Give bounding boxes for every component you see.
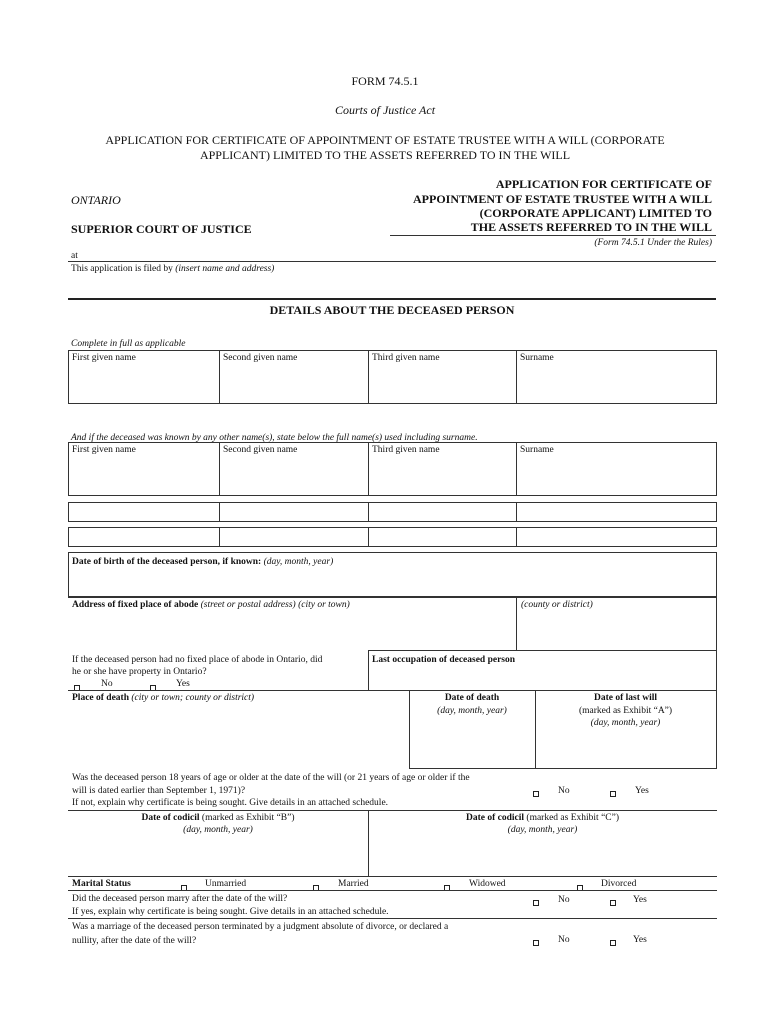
surname-label: Surname (520, 353, 554, 363)
birth-date-label: Date of birth of the deceased person, if known: (day, month, year) (72, 557, 334, 567)
col-divider (516, 502, 517, 522)
death-date-label: Date of death (444, 693, 500, 703)
court-name: SUPERIOR COURT OF JUSTICE (71, 222, 252, 236)
filed-by-label: This application is filed by (insert name and address) (71, 264, 275, 274)
county-label: (county or district) (521, 600, 593, 610)
death-bottom-rule (409, 768, 717, 769)
marry-question-line1: Did the deceased person marry after the date of the will? (72, 894, 288, 904)
codicil-c-hint: (day, month, year) (507, 825, 578, 835)
married-label: Married (338, 879, 369, 889)
divorce-no-label: No (558, 935, 570, 945)
extra-name-row[interactable] (68, 527, 717, 547)
divorce-question-line1: Was a marriage of the deceased person terminated by a judgment absolute of divorce, or declared a (72, 922, 449, 932)
last-will-exhibit: (marked as Exhibit “A”) (578, 706, 673, 716)
col-divider (219, 502, 220, 522)
section-rule (68, 298, 716, 300)
right-title-line3: (CORPORATE APPLICANT) LIMITED TO (479, 206, 712, 220)
col-divider (368, 527, 369, 547)
abode-top-rule (68, 597, 717, 598)
occupation-top-rule (368, 650, 717, 651)
death-right-rule (716, 690, 717, 769)
abode-right-rule (716, 597, 717, 651)
col-divider (368, 350, 369, 404)
form-title-line1: APPLICATION FOR CERTIFICATE OF APPOINTMENT OF ESTATE TRUSTEE WITH A WILL (CORPORATE (105, 133, 665, 147)
occupation-right-rule (716, 650, 717, 691)
no-abode-no-label: No (101, 679, 113, 689)
section-title: DETAILS ABOUT THE DECEASED PERSON (269, 303, 515, 317)
right-title-rule (390, 235, 716, 236)
widowed-label: Widowed (469, 879, 506, 889)
divorced-label: Divorced (601, 879, 637, 889)
codicil-b-label: Date of codicil (marked as Exhibit “B”) (141, 813, 295, 823)
no-abode-question-line2: he or she have property in Ontario? (72, 667, 207, 677)
age-question-line2: will is dated earlier than September 1, 1971)? (72, 786, 246, 796)
marry-question-line2: If yes, explain why certificate is being sought. Give details in an attached schedule. (72, 907, 389, 917)
col-divider (219, 442, 220, 496)
other-third-given-name-label: Third given name (372, 445, 440, 455)
death-date-hint: (day, month, year) (437, 706, 507, 716)
unmarried-label: Unmarried (205, 879, 247, 889)
col-divider (219, 527, 220, 547)
first-given-name-label: First given name (72, 353, 136, 363)
other-names-instruction: And if the deceased was known by any other name(s), state below the full name(s) used including surname. (71, 433, 478, 443)
other-surname-label: Surname (520, 445, 554, 455)
marry-yes-label: Yes (633, 895, 647, 905)
age-question-line3: If not, explain why certificate is being sought. Give details in an attached schedule. (72, 798, 389, 808)
at-field-line[interactable] (68, 261, 716, 262)
marry-yes-checkbox[interactable] (610, 900, 616, 906)
marry-no-checkbox[interactable] (533, 900, 539, 906)
province: ONTARIO (71, 193, 121, 207)
divorce-yes-checkbox[interactable] (610, 940, 616, 946)
age-no-checkbox[interactable] (533, 791, 539, 797)
third-given-name-label: Third given name (372, 353, 440, 363)
right-title-line1: APPLICATION FOR CERTIFICATE OF (495, 177, 712, 191)
right-title-line4: THE ASSETS REFERRED TO IN THE WILL (470, 220, 712, 234)
abode-label: Address of fixed place of abode (street or postal address) (city or town) (72, 600, 350, 610)
other-second-given-name-label: Second given name (223, 445, 298, 455)
age-question-line1: Was the deceased person 18 years of age or older at the date of the will (or 21 years of age or older if the (72, 773, 470, 783)
no-abode-question-line1: If the deceased person had no fixed place of abode in Ontario, did (72, 655, 323, 665)
place-of-death-label: Place of death (city or town; county or district) (72, 693, 255, 703)
age-no-label: No (558, 786, 570, 796)
last-will-hint: (day, month, year) (590, 718, 661, 728)
extra-name-row[interactable] (68, 502, 717, 522)
occupation-label: Last occupation of deceased person (372, 655, 516, 665)
other-first-given-name-label: First given name (72, 445, 136, 455)
divorce-question-line2: nullity, after the date of the will? (72, 936, 197, 946)
codicil-b-hint: (day, month, year) (183, 825, 253, 835)
last-will-label: Date of last will (593, 693, 658, 703)
divorce-top-rule (68, 918, 717, 919)
form-number: FORM 74.5.1 (351, 74, 419, 88)
col-divider (219, 350, 220, 404)
col-divider (368, 502, 369, 522)
col-divider (516, 442, 517, 496)
at-label: at (71, 251, 78, 261)
form-reference: (Form 74.5.1 Under the Rules) (594, 238, 712, 248)
age-yes-label: Yes (635, 786, 649, 796)
right-title-line2: APPOINTMENT OF ESTATE TRUSTEE WITH A WILL (413, 192, 712, 206)
death-top-rule (68, 690, 717, 691)
codicil-c-label: Date of codicil (marked as Exhibit “C”) (465, 813, 619, 823)
age-yes-checkbox[interactable] (610, 791, 616, 797)
no-abode-yes-label: Yes (176, 679, 190, 689)
county-divider (516, 597, 517, 651)
names-instruction: Complete in full as applicable (71, 339, 186, 349)
divorce-no-checkbox[interactable] (533, 940, 539, 946)
marital-bottom-rule (68, 890, 717, 891)
col-divider (516, 527, 517, 547)
marital-status-label: Marital Status (72, 879, 131, 889)
col-divider (368, 442, 369, 496)
divorce-yes-label: Yes (633, 935, 647, 945)
second-given-name-label: Second given name (223, 353, 298, 363)
codicil-top-rule (68, 810, 717, 811)
occupation-left-rule (368, 650, 369, 691)
col-divider (516, 350, 517, 404)
act-name: Courts of Justice Act (334, 103, 436, 117)
marital-top-rule (68, 876, 717, 877)
form-title-line2: APPLICANT) LIMITED TO THE ASSETS REFERRED TO IN THE WILL (199, 148, 571, 162)
marry-no-label: No (558, 895, 570, 905)
